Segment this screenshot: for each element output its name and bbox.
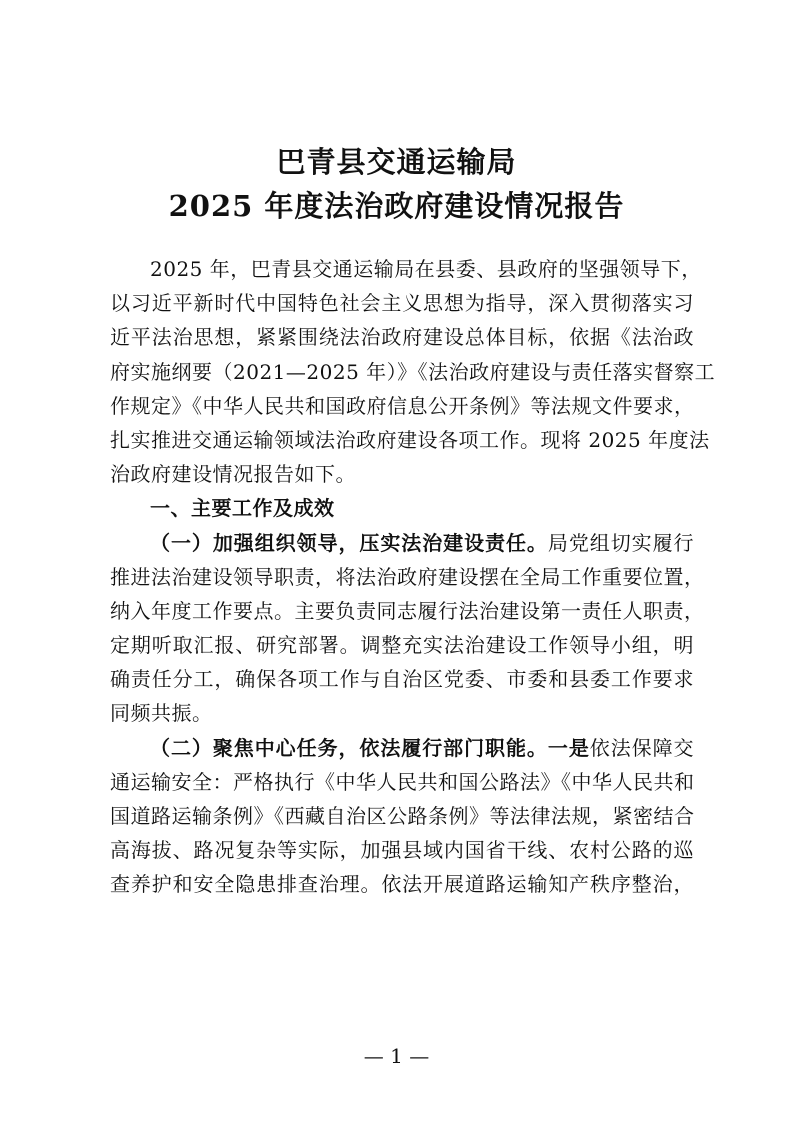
intro-line: 近平法治思想，紧紧围绕法治政府建设总体目标，依据《法治政 [110, 325, 694, 350]
subsection-1-heading: （一）加强组织领导，压实法治建设责任。 [150, 530, 548, 555]
subsection-1-line: 定期听取汇报、研究部署。调整充实法治建设工作领导小组，明 [110, 633, 694, 658]
intro-line: 府实施纲要（2021—2025 年）》《法治政府建设与责任落实督察工 [110, 359, 716, 384]
subsection-1-text: 局党组切实履行 [547, 530, 695, 555]
document-title [0, 140, 793, 228]
subsection-1-line: 推进法治建设领导职责，将法治政府建设摆在全局工作重要位置， [110, 564, 705, 589]
section-heading: 一、主要工作及成效 [150, 496, 335, 521]
subsection-2-text: 依法保障交 [589, 735, 695, 760]
intro-line: 以习近平新时代中国特色社会主义思想为指导，深入贯彻落实习 [110, 291, 694, 316]
subsection-2-first-line [110, 731, 694, 765]
subsection-1-first-line [110, 526, 694, 560]
intro-line: 扎实推进交通运输领域法治政府建设各项工作。现将 2025 年度法 [110, 427, 710, 452]
intro-line: 作规定》《中华人民共和国政府信息公开条例》等法规文件要求， [110, 393, 695, 418]
title-line-1: 巴青县交通运输局 [276, 145, 517, 179]
intro-line: 治政府建设情况报告如下。 [110, 462, 356, 487]
page-number: — 1 — [363, 1044, 430, 1068]
subsection-2-line: 国道路运输条例》《西藏自治区公路条例》等法律法规，紧密结合 [110, 804, 695, 828]
subsection-2-point-marker: 一是 [547, 735, 590, 760]
subsection-2-line: 通运输安全：严格执行《中华人民共和国公路法》《中华人民共和 [110, 769, 695, 794]
subsection-1-line: 确责任分工，确保各项工作与自治区党委、市委和县委工作要求 [110, 667, 694, 692]
subsection-2-heading: （二）聚焦中心任务，依法履行部门职能。 [150, 735, 548, 760]
subsection-1-line: 纳入年度工作要点。主要负责同志履行法治建设第一责任人职责， [110, 598, 705, 623]
intro-line: 2025 年，巴青县交通运输局在县委、县政府的坚强领导下， [150, 257, 702, 281]
title-line-2: 2025 年度法治政府建设情况报告 [168, 189, 625, 223]
subsection-2-line: 查养护和安全隐患排查治理。依法开展道路运输知产秩序整治， [110, 872, 694, 897]
document-body [110, 252, 716, 902]
subsection-1-line: 同频共振。 [110, 701, 213, 726]
subsection-2-line: 高海拔、路况复杂等实际，加强县域内国省干线、农村公路的巡 [110, 838, 694, 863]
